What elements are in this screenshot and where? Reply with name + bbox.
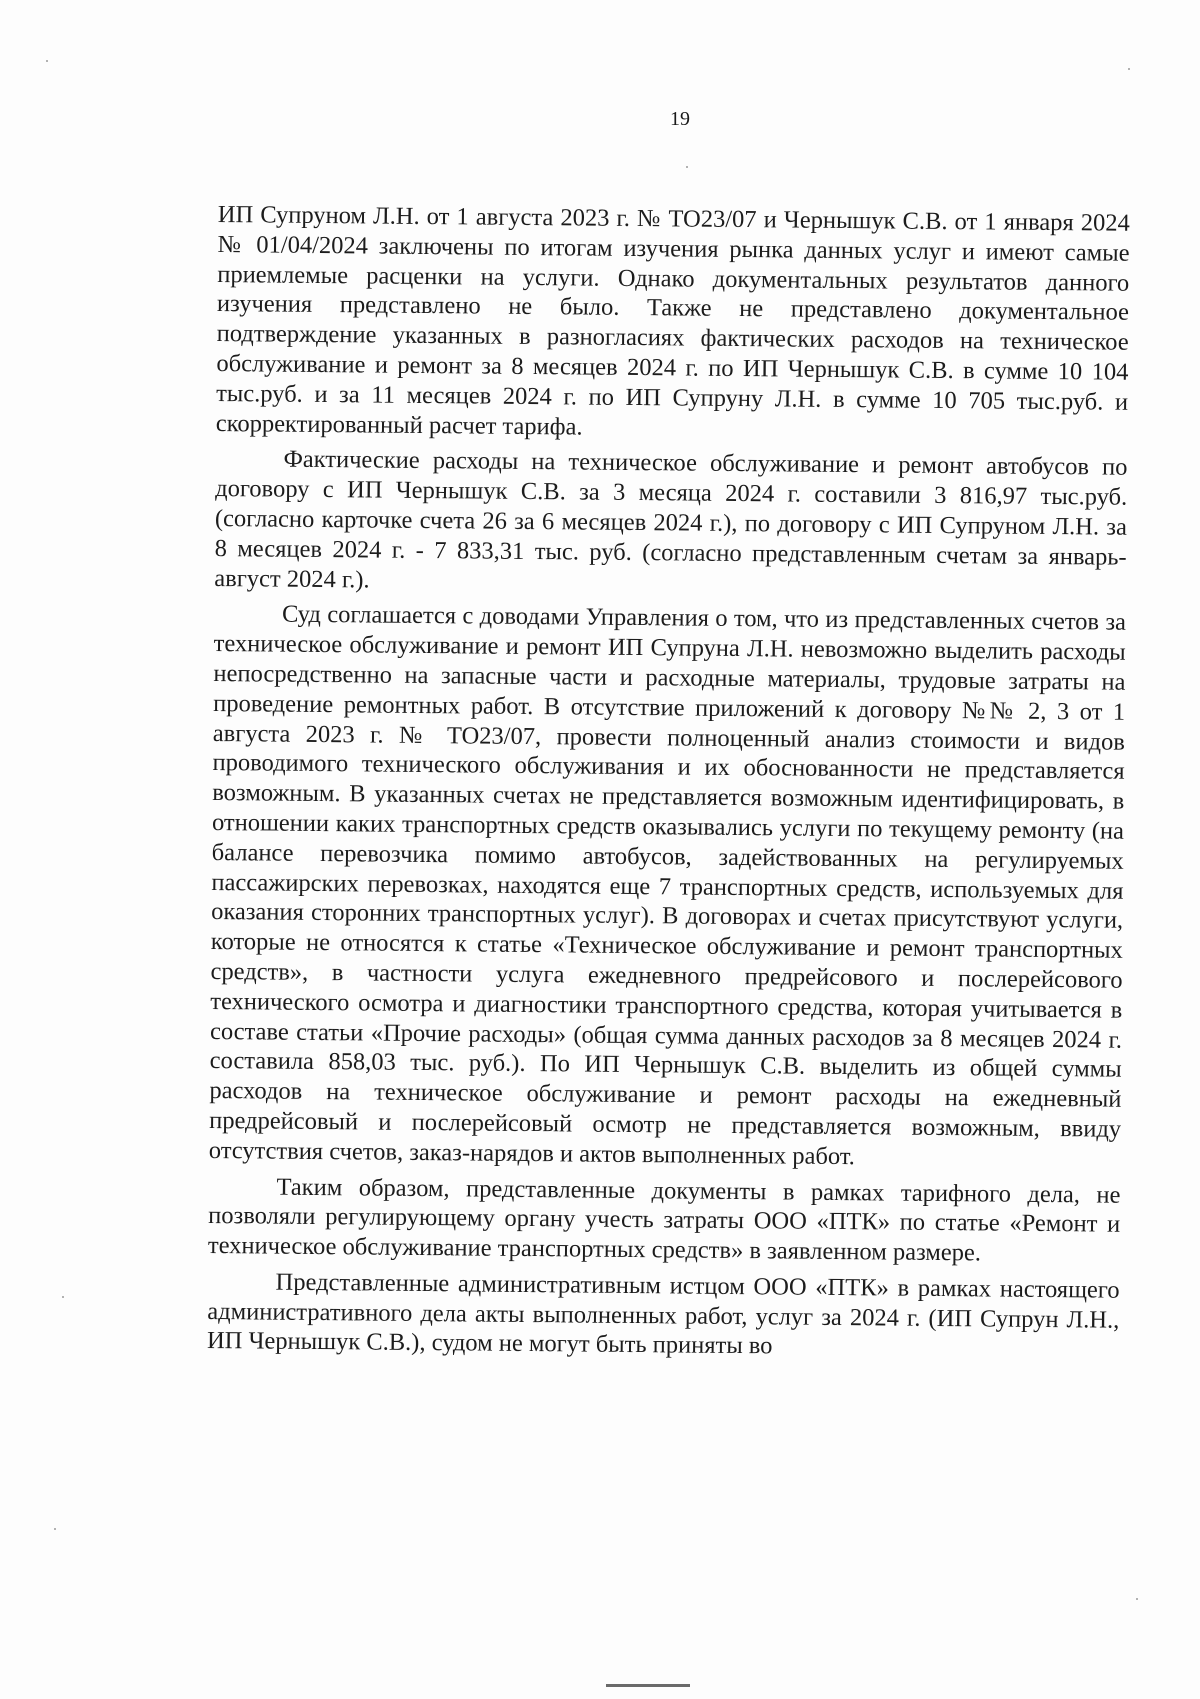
paragraph-continuation: ИП Супруном Л.Н. от 1 августа 2023 г. № ТО23/07 и Чернышук С.В. от 1 января 2024 № 01/04/2024 заключены по итогам изучения рынка данных услуг и имеют самые приемлемые расценки на услуги. Однако документальных результатов данного изучения представлено не было. Также не представлено документальное подтверждение указанных в разногласиях фактических расходов на техническое обслуживание и ремонт за 8 месяцев 2024 г. по ИП Чернышук С.В. в сумме 10 104 тыс.руб. и за 11 месяцев 2024 г. по ИП Супруну Л.Н. в сумме 10 705 тыс.руб. и скорректированный расчет тарифа. [215, 200, 1130, 441]
paragraph-actual-expenses: Фактические расходы на техническое обслуживание и ремонт автобусов по договору с ИП Чернышук С.В. за 3 месяца 2024 г. составили 3 816,97 тыс.руб. (согласно карточке счета 26 за 6 месяцев 2024 г.), по договору с ИП Супруном Л.Н. за 8 месяцев 2024 г. - 7 833,31 тыс. руб. (согласно представленным счетам за январь-август 2024 г.). [214, 446, 1128, 594]
scan-speck [1128, 68, 1130, 70]
scan-edge-mark [606, 1684, 690, 1687]
scan-speck [1136, 1598, 1138, 1600]
scan-speck [54, 1528, 56, 1530]
paragraph-submitted-acts: Представленные административным истцом ООО «ПТК» в рамках настоящего административного дела акты выполненных работ, услуг за 2024 г. (ИП Супрун Л.Н., ИП Чернышук С.В.), судом не могут быть приняты во [206, 1268, 1120, 1360]
scan-speck [686, 166, 688, 168]
scan-speck [46, 60, 48, 62]
paragraph-conclusion: Таким образом, представленные документы в рамках тарифного дела, не позволяли регулирующему органу учесть затраты ООО «ПТК» по статье «Ремонт и техническое обслуживание транспортных средств» в заявленном размере. [207, 1173, 1121, 1267]
paragraph-court-agrees: Суд соглашается с доводами Управления о том, что из представленных счетов за техническое обслуживание и ремонт ИП Супруна Л.Н. невозможно выделить расходы непосредственно на запасные части и расходные материалы, трудовые затраты на проведение ремонтных работ. В отсутствие приложений к договору №№ 2, 3 от 1 августа 2023 г. № ТО23/07, провести полноценный анализ стоимости и видов проводимого технического обслуживания и их обоснованности не представляется возможным. В указанных счетах не представляется возможным идентифицировать, в отношении каких транспортных средств оказывались услуги по текущему ремонту (на балансе перевозчика помимо автобусов, задействованных на регулируемых пассажирских перевозках, находятся еще 7 транспортных средств, используемых для оказания сторонних транспортных услуг). В договорах и счетах присутствуют услуги, которые не относятся к статье «Техническое обслуживание и ремонт транспортных средств», в частности услуга ежедневного предрейсового и послерейсового технического осмотра и диагностики транспортного средства, которая учитывается в составе статьи «Прочие расходы» (общая сумма данных расходов за 8 месяцев 2024 г. составила 858,03 тыс. руб.). По ИП Чернышук С.В. выделить из общей суммы расходов на техническое обслуживание и ремонт расходы на ежедневный предрейсовый и послерейсовый осмотр не представляется возможным, ввиду отсутствия счетов, заказ-нарядов и актов выполненных работ. [208, 600, 1127, 1170]
page-number: 19 [670, 108, 690, 130]
scan-speck [62, 1296, 64, 1298]
document-body [207, 200, 1130, 1371]
